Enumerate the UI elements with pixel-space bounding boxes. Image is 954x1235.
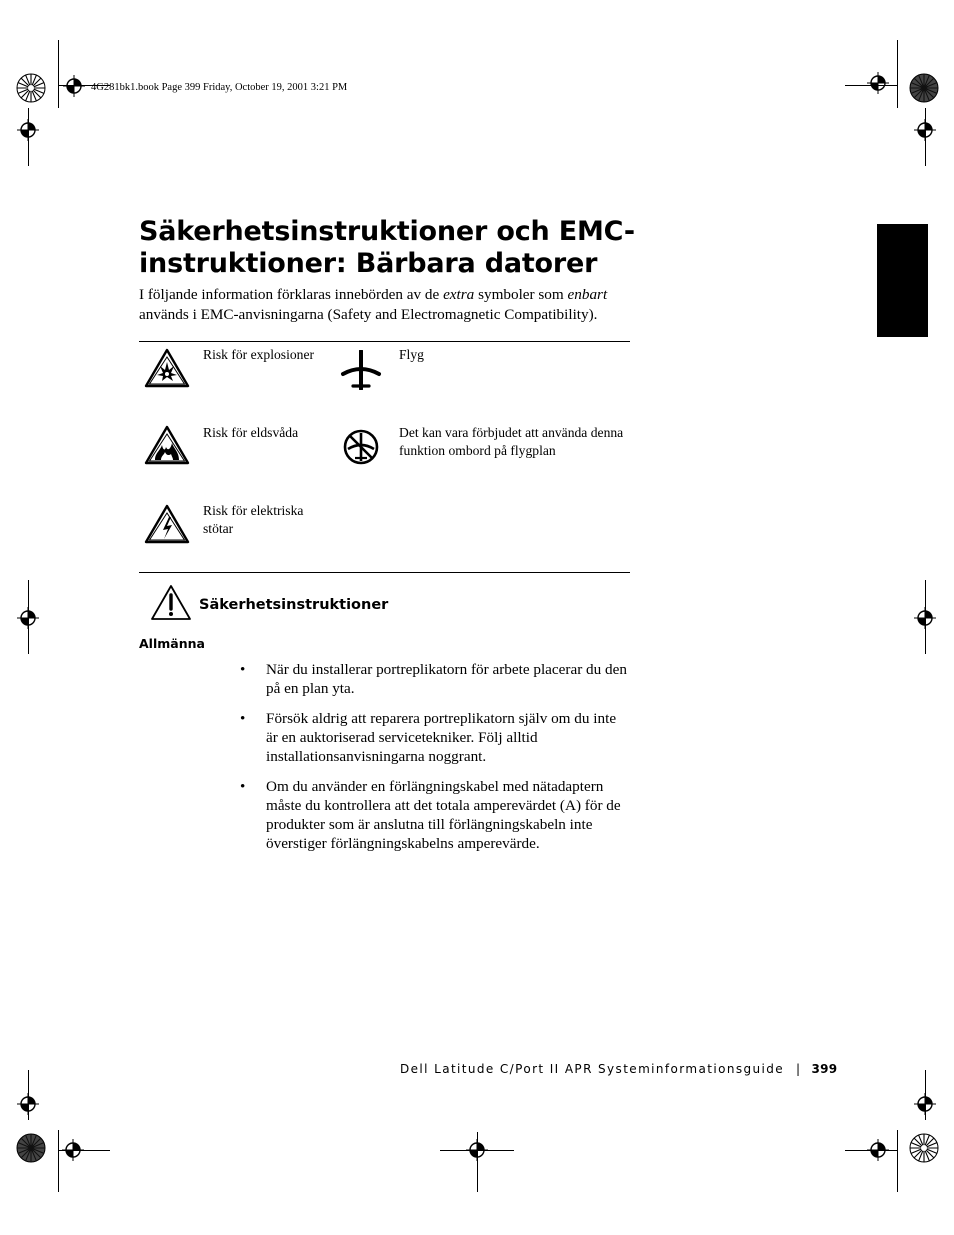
page-title-line1: Säkerhetsinstruktioner och EMC- <box>139 216 635 247</box>
intro-text: symboler som <box>474 286 568 303</box>
symbol-label: Risk för elektriska stötar <box>203 503 304 536</box>
crop-mark <box>897 1130 898 1192</box>
footer-guide-title: Dell Latitude C/Port II APR Systeminformationsguide <box>400 1062 785 1076</box>
intro-paragraph <box>139 285 639 325</box>
registration-target-icon <box>17 1093 39 1115</box>
intro-emphasis: enbart <box>567 286 608 303</box>
registration-target-icon <box>914 1093 936 1115</box>
bullet-marker: • <box>240 661 246 678</box>
fire-warning-icon <box>144 425 190 465</box>
registration-target-icon <box>466 1139 488 1161</box>
page-title <box>139 216 759 280</box>
registration-target-icon <box>867 1139 889 1161</box>
registration-target-icon <box>867 72 889 94</box>
starburst-registration-icon <box>909 73 939 103</box>
print-info: 4G281bk1.book Page 399 Friday, October 19, 2001 3:21 PM <box>91 82 348 93</box>
intro-emphasis: extra <box>443 286 475 303</box>
airplane-icon <box>340 350 382 390</box>
registration-target-icon <box>914 607 936 629</box>
starburst-registration-icon <box>16 1133 46 1163</box>
page-number: 399 <box>811 1062 838 1076</box>
table-top-rule <box>139 341 630 342</box>
list-item-text: Försök aldrig att reparera portreplikatorn själv om du inte är en auktoriserad servicetekniker. Följ alltid installationsanvisningarna noggrant. <box>266 710 617 765</box>
symbol-label: Det kan vara förbjudet att använda denna funktion ombord på flygplan <box>399 425 624 458</box>
registration-target-icon <box>914 119 936 141</box>
registration-target-icon <box>63 75 85 97</box>
bullet-marker: • <box>240 778 246 795</box>
intro-text: I följande information förklaras innebörden av de <box>139 286 444 303</box>
starburst-registration-icon <box>16 73 46 103</box>
registration-target-icon <box>62 1139 84 1161</box>
subsection-heading: Allmänna <box>139 636 205 651</box>
language-side-tab <box>877 224 928 337</box>
instruction-list <box>240 660 630 864</box>
footer-separator: | <box>796 1062 802 1076</box>
table-bottom-rule <box>139 572 630 573</box>
page-footer <box>400 1062 837 1076</box>
starburst-registration-icon <box>909 1133 939 1163</box>
crop-mark <box>897 40 898 108</box>
list-item <box>240 709 630 766</box>
list-item <box>240 660 630 698</box>
intro-text: används i EMC-anvisningarna (Safety and Electromagnetic Compatibility). <box>139 306 598 323</box>
explosion-warning-icon <box>144 348 190 388</box>
symbol-label: Flyg <box>399 347 424 362</box>
list-item-text: När du installerar portreplikatorn för arbete placerar du den på en plan yta. <box>266 661 627 697</box>
section-heading: Säkerhetsinstruktioner <box>199 597 389 613</box>
list-item <box>240 777 630 853</box>
bullet-marker: • <box>240 710 246 727</box>
list-item-text: Om du använder en förlängningskabel med nätadaptern måste du kontrollera att det totala amperevärdet (A) för de produkter som är anslutna till förlängningskabeln inte överstiger förlängningskabelns amperevärde. <box>266 778 621 852</box>
crop-mark <box>58 1130 59 1192</box>
symbol-label: Risk för eldsvåda <box>203 425 299 440</box>
registration-target-icon <box>17 607 39 629</box>
symbol-label: Risk för explosioner <box>203 347 315 362</box>
registration-target-icon <box>17 119 39 141</box>
no-airplane-use-icon <box>342 428 380 466</box>
electric-shock-warning-icon <box>144 504 190 544</box>
crop-mark <box>58 40 59 108</box>
caution-icon <box>150 584 192 621</box>
page-title-line2: instruktioner: Bärbara datorer <box>139 248 598 279</box>
